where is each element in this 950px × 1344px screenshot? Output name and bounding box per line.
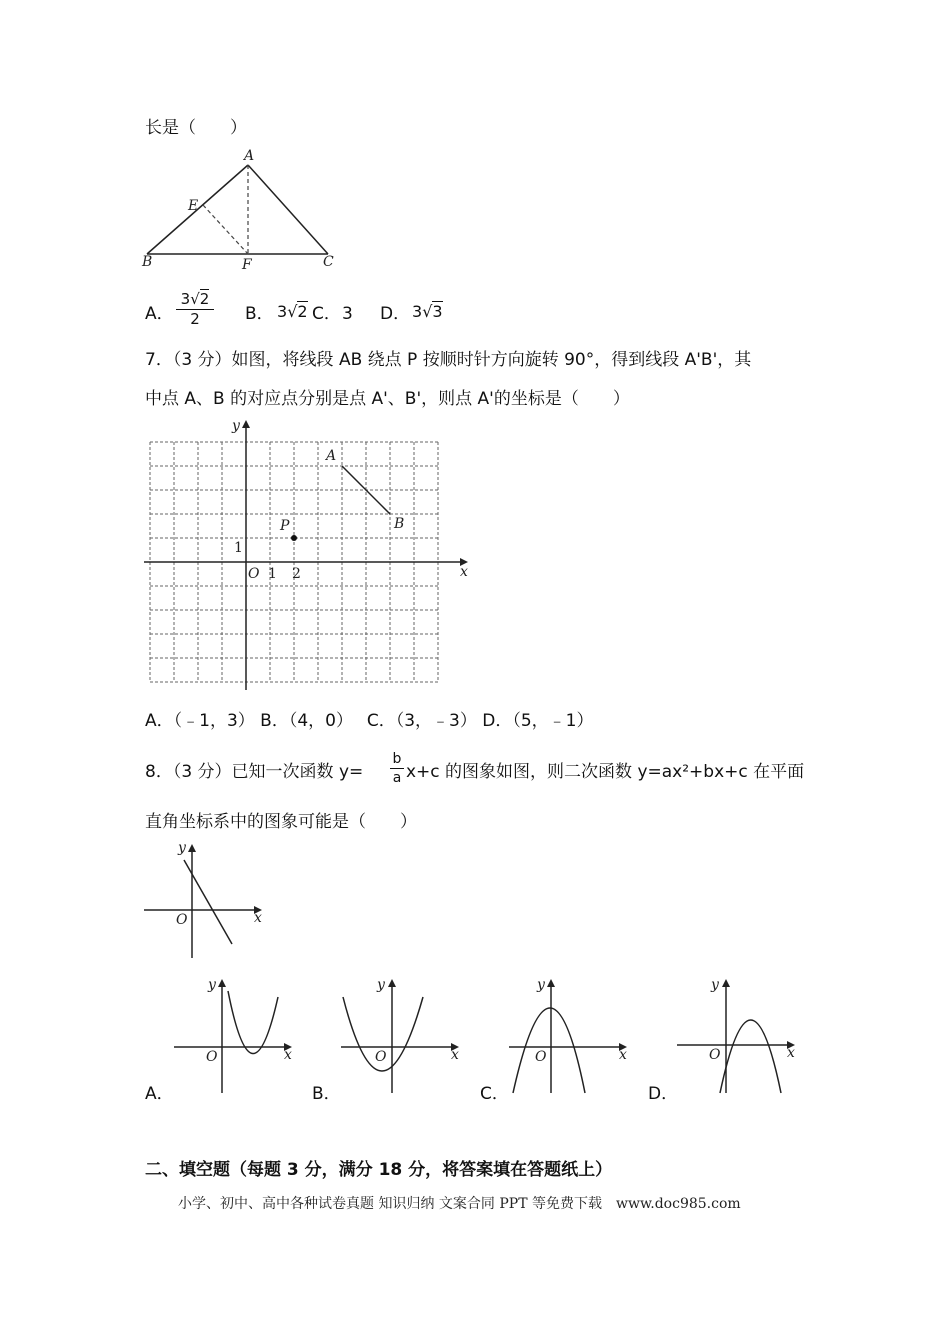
q6-option-b-value: 3√2	[277, 302, 308, 321]
label-e: E	[188, 198, 199, 214]
q8-stem-pre: 8．（3 分）已知一次函数 y=	[145, 762, 364, 782]
label-f: F	[242, 257, 252, 273]
q8-stem-post: x+c 的图象如图，则二次函数 y=ax²+bx+c 在平面	[406, 762, 805, 782]
point-a-label: A	[326, 448, 337, 464]
q8-linear-figure	[140, 840, 270, 960]
label-c: C	[323, 254, 334, 270]
q8-option-a-graph	[170, 975, 300, 1095]
svg-text:O: O	[535, 1049, 547, 1065]
q7-grid-figure	[140, 418, 470, 688]
q6-a-den: 2	[190, 310, 200, 328]
q8-option-b-graph	[337, 975, 467, 1095]
q6-option-b-key: B．	[245, 304, 274, 324]
svg-text:y: y	[208, 977, 216, 993]
q8-option-c-key: C．	[480, 1084, 509, 1104]
svg-text:y: y	[537, 977, 545, 993]
q6-option-d-key: D．	[380, 304, 411, 324]
q8-frac-num: b	[392, 751, 402, 767]
svg-text:x: x	[284, 1047, 292, 1063]
q8-stem-line2: 直角坐标系中的图象可能是（ ）	[145, 812, 417, 832]
q8-option-b-key: B．	[312, 1084, 341, 1104]
q6-a-num: 3	[180, 290, 191, 308]
q6-option-a-fraction	[176, 292, 214, 327]
point-b-label: B	[394, 516, 405, 532]
q8-option-c-graph	[505, 975, 635, 1095]
tick-y-1: 1	[234, 540, 243, 556]
q7-stem-line2: 中点 A、B 的对应点分别是点 A'、B'，则点 A'的坐标是（ ）	[145, 389, 630, 409]
axis-y-label: y	[178, 840, 186, 856]
q8-option-a-key: A．	[145, 1084, 174, 1104]
label-b: B	[142, 254, 153, 270]
page-footer: 小学、初中、高中各种试卷真题 知识归纳 文案合同 PPT 等免费下载 www.doc985.com	[178, 1196, 741, 1212]
tick-x-2: 2	[292, 566, 301, 582]
sqrt-symbol: √	[190, 290, 200, 308]
q8-option-d-graph	[673, 975, 803, 1095]
svg-text:O: O	[375, 1049, 387, 1065]
svg-text:O: O	[709, 1047, 721, 1063]
point-p-label: P	[280, 518, 290, 534]
axis-x-label: x	[460, 564, 468, 580]
q6-option-d-value: 3√3	[412, 302, 443, 321]
svg-text:x: x	[451, 1047, 459, 1063]
tick-x-1: 1	[268, 566, 277, 582]
svg-text:y: y	[377, 977, 385, 993]
q6-triangle-figure	[140, 148, 340, 273]
q7-stem-line1: 7．（3 分）如图，将线段 AB 绕点 P 按顺时针方向旋转 90°，得到线段 A'B'，其	[145, 350, 752, 370]
section-2-title: 二、填空题（每题 3 分，满分 18 分，将答案填在答题纸上）	[145, 1160, 613, 1180]
q8-option-d-key: D．	[648, 1084, 679, 1104]
svg-text:y: y	[711, 977, 719, 993]
svg-text:x: x	[619, 1047, 627, 1063]
q6-option-a-key: A．	[145, 304, 174, 324]
q8-fraction	[390, 752, 404, 785]
axis-x-label: x	[254, 910, 262, 926]
label-a: A	[244, 148, 255, 164]
q6-a-rad: 2	[199, 290, 210, 308]
q7-options: A．（﹣1，3） B．（4，0） C．（3，﹣3） D．（5，﹣1）	[145, 711, 594, 731]
svg-text:O: O	[206, 1049, 218, 1065]
q6-option-c-key: C．	[312, 304, 341, 324]
axis-y-label: y	[232, 418, 240, 434]
origin-label: O	[176, 912, 188, 928]
q8-frac-den: a	[392, 770, 402, 786]
svg-text:x: x	[787, 1045, 795, 1061]
origin-label: O	[248, 566, 260, 582]
q6-stem-tail: 长是（ ）	[145, 118, 247, 138]
q6-option-c-value: 3	[342, 304, 353, 324]
